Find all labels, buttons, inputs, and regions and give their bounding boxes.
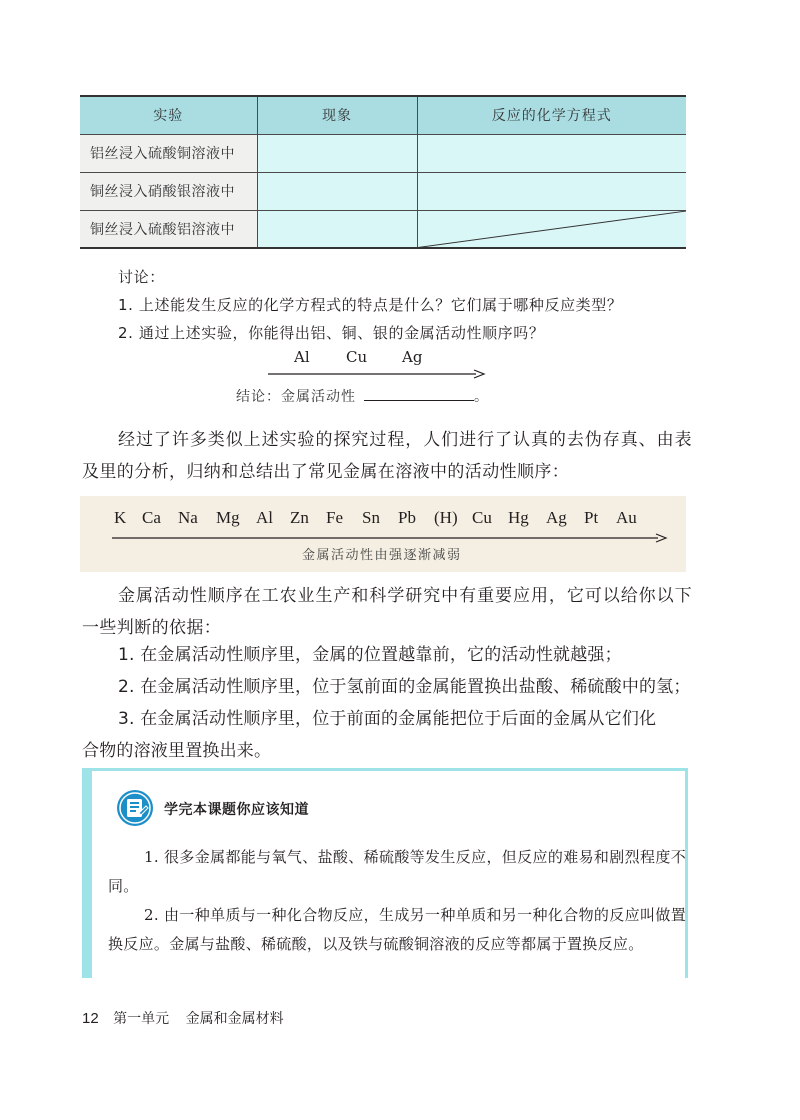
phenomenon-cell (257, 210, 417, 248)
metal-symbol: Pb (398, 508, 416, 527)
rule-3: 3. 在金属活动性顺序里，位于前面的金属能把位于后面的金属从它们化 (118, 709, 657, 729)
mini-series-ag: Ag (402, 348, 423, 366)
table-row (80, 134, 686, 172)
discussion-label: 讨论： (118, 268, 165, 286)
summary-title: 学完本课题你应该知道 (164, 802, 309, 818)
conclusion-line (236, 386, 489, 406)
table-row (80, 210, 686, 248)
diagonal-line (418, 211, 687, 248)
header-equation: 反应的化学方程式 (417, 96, 686, 134)
header-phenomenon: 现象 (257, 96, 417, 134)
metal-symbol: Sn (362, 508, 380, 527)
metal-symbol: K (114, 508, 127, 527)
metal-symbol: Na (178, 508, 198, 527)
conclusion-blank[interactable] (364, 387, 474, 401)
conclusion-end: 。 (474, 389, 489, 405)
metal-symbol: Pt (584, 508, 599, 527)
application-paragraph: 金属活动性顺序在工农业生产和科学研究中有重要应用，它可以给你以下一些判断的依据： (82, 586, 692, 638)
metal-symbol: Zn (290, 508, 309, 527)
discussion-question-1: 1. 上述能发生反应的化学方程式的特点是什么？它们属于哪种反应类型？ (118, 296, 623, 314)
mini-series-cu: Cu (346, 348, 368, 366)
equation-cell (417, 134, 686, 172)
activity-series-band (80, 496, 686, 572)
header-experiment: 实验 (80, 96, 257, 134)
table-row (80, 172, 686, 210)
intro-paragraph: 经过了许多类似上述实验的探究过程，人们进行了认真的去伪存真、由表及里的分析，归纳和总结出了常见金属在溶液中的活动性顺序： (82, 430, 692, 482)
notebook-icon (116, 789, 154, 827)
phenomenon-cell (257, 172, 417, 210)
metal-symbol: Cu (472, 508, 492, 527)
table-header-row (80, 96, 686, 134)
metal-symbol: Hg (508, 508, 529, 527)
row-label: 铜丝浸入硫酸铝溶液中 (80, 210, 257, 248)
rule-1: 1. 在金属活动性顺序里，金属的位置越靠前，它的活动性就越强； (118, 645, 622, 665)
equation-cell (417, 172, 686, 210)
rule-2: 2. 在金属活动性顺序里，位于氢前面的金属能置换出盐酸、稀硫酸中的氢； (118, 677, 691, 697)
mini-arrow-icon (268, 368, 486, 380)
mini-series-al: Al (294, 348, 310, 366)
metal-symbol: Au (616, 508, 637, 527)
phenomenon-cell (257, 134, 417, 172)
metal-symbol: (H) (434, 508, 458, 527)
summary-point-1: 1. 很多金属都能与氧气、盐酸、稀硫酸等发生反应，但反应的难易和剧烈程度不同。 (108, 848, 686, 895)
summary-box (82, 768, 688, 978)
row-label: 铝丝浸入硫酸铜溶液中 (80, 134, 257, 172)
metal-symbol: Al (256, 508, 273, 527)
page-footer (82, 1008, 284, 1028)
row-label: 铜丝浸入硝酸银溶液中 (80, 172, 257, 210)
rule-3-continued: 合物的溶液里置换出来。 (82, 741, 272, 761)
page-number: 12 (82, 1010, 99, 1027)
chapter-label: 第一单元 (113, 1011, 170, 1027)
equation-cell-crossed (417, 210, 686, 248)
chapter-title: 金属和金属材料 (185, 1011, 284, 1027)
series-arrow-icon (112, 532, 668, 544)
metal-symbol: Ag (546, 508, 567, 527)
metal-symbol: Fe (326, 508, 343, 527)
discussion-question-2: 2. 通过上述实验，你能得出铝、铜、银的金属活动性顺序吗？ (118, 324, 545, 342)
experiment-table (80, 95, 686, 249)
metal-symbol: Ca (142, 508, 161, 527)
conclusion-label: 结论：金属活动性 (236, 389, 356, 405)
summary-point-2: 2. 由一种单质与一种化合物反应，生成另一种单质和另一种化合物的反应叫做置换反应。金属与盐酸、稀硫酸，以及铁与硫酸铜溶液的反应等都属于置换反应。 (108, 906, 686, 953)
metal-symbol: Mg (216, 508, 240, 527)
series-caption: 金属活动性由强逐渐减弱 (302, 548, 462, 563)
